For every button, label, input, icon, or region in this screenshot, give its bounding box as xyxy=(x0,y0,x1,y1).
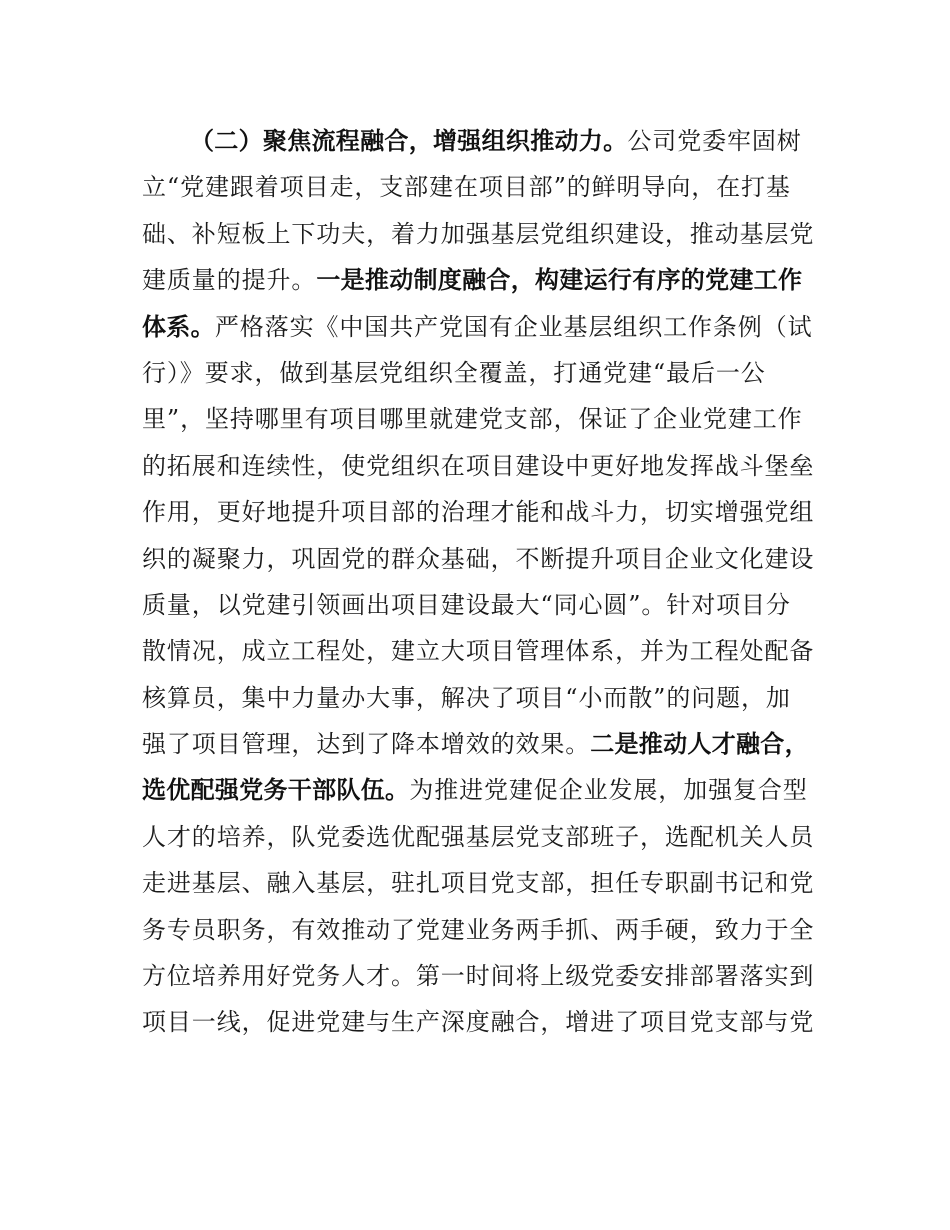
text-line xyxy=(142,211,815,257)
line-text: 础、补短板上下功夫，着力加强基层党组织建设，推动基层党 xyxy=(142,219,815,248)
line-text: 方位培养用好党务人才。第一时间将上级党委安排部署落实到 xyxy=(142,962,815,991)
text-line xyxy=(142,907,815,953)
text-line xyxy=(142,628,815,674)
text-line xyxy=(142,304,813,350)
text-line xyxy=(142,999,815,1045)
subheading-first-end: 体系。 xyxy=(142,312,215,341)
text-line xyxy=(142,396,810,442)
text-line xyxy=(142,860,815,906)
line-text: 为推进党建促企业发展，加强复合型 xyxy=(409,776,808,805)
text-line xyxy=(142,721,810,767)
line-text: 走进基层、融入基层，驻扎项目党支部，担任专职副书记和党 xyxy=(142,869,815,898)
line-text: 核算员，集中力量办大事，解决了项目“小而散”的问题，加 xyxy=(142,683,791,712)
text-line xyxy=(142,814,815,860)
document-body xyxy=(142,118,815,1046)
line-text: 公司党委牢固树 xyxy=(627,127,802,155)
text-line xyxy=(142,675,810,721)
line-text: 人才的培养，队党委选优配强基层党支部班子，选配机关人员 xyxy=(142,822,815,851)
text-line xyxy=(142,257,810,303)
line-text: 建质量的提升。 xyxy=(142,266,317,295)
line-text: 的拓展和连续性，使党组织在项目建设中更好地发挥战斗堡垒 xyxy=(142,451,815,480)
text-line xyxy=(142,350,810,396)
text-line xyxy=(142,443,815,489)
subheading-first: 一是推动制度融合，构建运行有序的党建工作 xyxy=(316,266,803,295)
line-text: 务专员职务，有效推动了党建业务两手抓、两手硬，致力于全 xyxy=(142,915,815,944)
line-text: 作用，更好地提升项目部的治理才能和战斗力，切实增强党组 xyxy=(142,498,815,527)
text-line xyxy=(142,953,815,999)
text-line xyxy=(142,582,810,628)
text-line xyxy=(142,164,810,210)
line-text: 散情况，成立工程处，建立大项目管理体系，并为工程处配备 xyxy=(142,637,815,666)
section-heading: （二）聚焦流程融合，增强组织推动力。 xyxy=(190,127,628,155)
subheading-second-end: 选优配强党务干部队伍。 xyxy=(142,776,410,805)
line-text: 行）》要求，做到基层党组织全覆盖，打通党建“最后一公 xyxy=(142,358,766,387)
text-line xyxy=(142,536,815,582)
line-text: 严格落实《中国共产党国有企业基层组织工作条例（试 xyxy=(214,312,813,341)
line-text: 里”，坚持哪里有项目哪里就建党支部，保证了企业党建工作 xyxy=(142,405,803,434)
text-line xyxy=(142,489,815,535)
line-text: 质量，以党建引领画出项目建设最大“同心圆”。针对项目分 xyxy=(142,590,791,619)
line-text: 强了项目管理，达到了降本增效的效果。 xyxy=(142,730,591,759)
line-text: 织的凝聚力，巩固党的群众基础，不断提升项目企业文化建设 xyxy=(142,544,815,573)
text-line xyxy=(142,767,810,813)
line-text: 立“党建跟着项目走，支部建在项目部”的鲜明导向，在打基 xyxy=(142,173,791,202)
line-text: 项目一线，促进党建与生产深度融合，增进了项目党支部与党 xyxy=(142,1008,815,1037)
subheading-second: 二是推动人才融合， xyxy=(590,730,809,759)
text-line xyxy=(142,118,810,164)
